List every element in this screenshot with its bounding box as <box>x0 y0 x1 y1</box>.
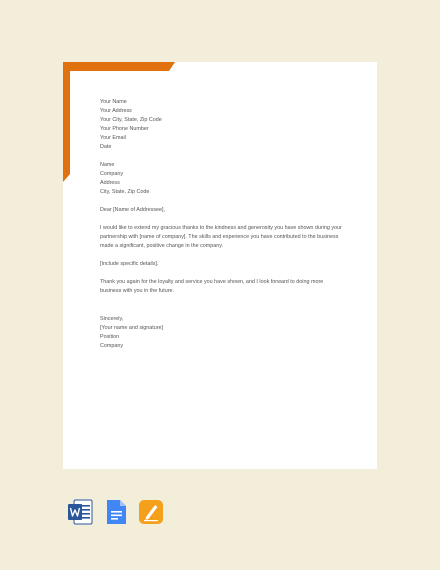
letter-date: Date <box>100 144 112 150</box>
format-icons <box>67 499 167 527</box>
body-paragraph-1: I would like to extend my gracious thanks to the kindness and generosity you have shown during your partnership with [name of company]. The skills and experience you have contributed to the business made a significant, positive change in the company. <box>100 225 342 249</box>
recipient-city: City, State, Zip Code <box>100 189 150 195</box>
recipient-name: Name <box>100 162 115 168</box>
body-paragraph-2: [Include specific details]. <box>100 261 159 267</box>
closing-signature: [Your name and signature] <box>100 325 164 331</box>
recipient-block <box>100 161 345 197</box>
letter-page <box>63 62 377 469</box>
sender-block <box>100 98 345 152</box>
sender-email: Your Email <box>100 135 126 141</box>
sender-name: Your Name <box>100 99 127 105</box>
closing-block <box>100 315 345 351</box>
letter-body <box>100 98 345 351</box>
apple-pages-icon[interactable] <box>138 499 164 525</box>
sender-address: Your Address <box>100 108 132 114</box>
closing-company: Company <box>100 343 124 349</box>
closing-sincerely: Sincerely, <box>100 316 124 322</box>
salutation: Dear [Name of Addressee], <box>100 207 166 213</box>
recipient-company: Company <box>100 171 124 177</box>
sender-city: Your City, State, Zip Code <box>100 117 162 123</box>
microsoft-word-icon[interactable] <box>67 499 93 525</box>
body-paragraph-3: Thank you again for the loyalty and service you have shown, and I look forward to doing more business with you in the future. <box>100 279 324 294</box>
sender-phone: Your Phone Number <box>100 126 149 132</box>
recipient-address: Address <box>100 180 120 186</box>
google-docs-icon[interactable] <box>103 499 129 525</box>
closing-position: Position <box>100 334 120 340</box>
